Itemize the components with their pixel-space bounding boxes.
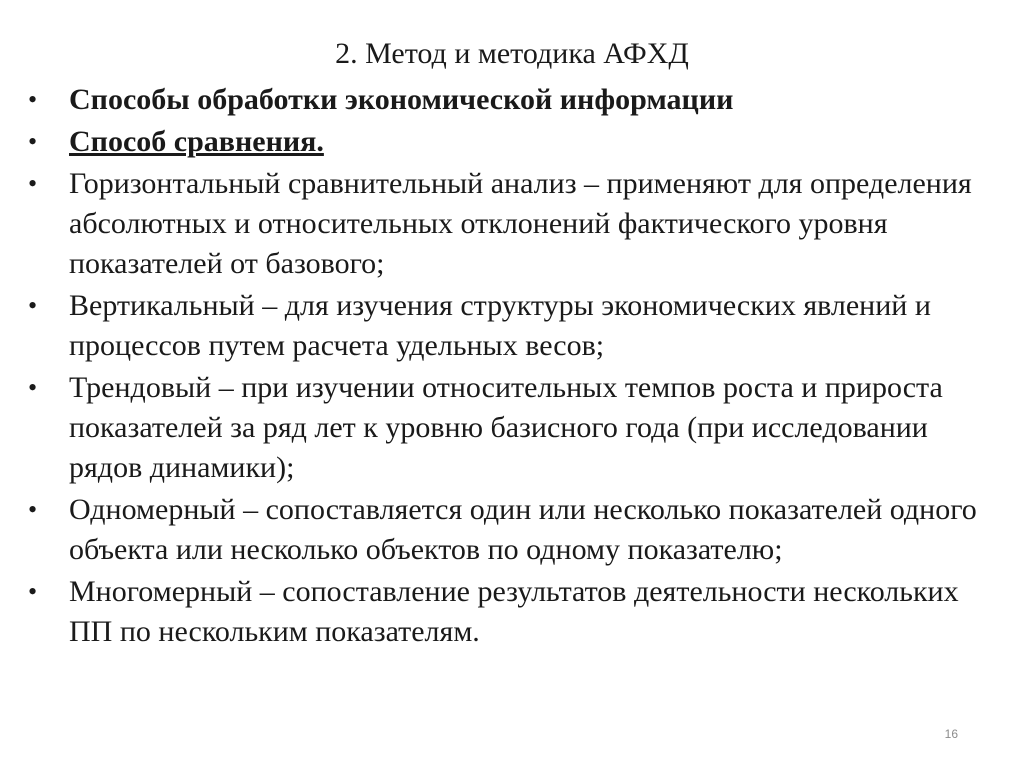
bullet-marker: •: [28, 373, 38, 402]
bullet-text: Одномерный – сопоставляется один или несколько показателей одного объекта или несколько объектов по одному показателю;: [69, 493, 977, 566]
bullet-marker: •: [28, 577, 38, 606]
bullet-item-vertical: [28, 286, 998, 366]
bullet-text: Вертикальный – для изучения структуры экономических явлений и процессов путем расчета удельных весов;: [69, 289, 931, 362]
bullet-marker: •: [28, 291, 38, 320]
bullet-item-trend: [28, 368, 998, 488]
bullet-text: Способ сравнения.: [69, 125, 324, 158]
bullet-item-methods: [28, 80, 998, 120]
bullet-marker: •: [28, 495, 38, 524]
bullet-item-multidimensional: [28, 572, 998, 652]
page-number: 16: [944, 727, 958, 741]
bullet-text: Трендовый – при изучении относительных темпов роста и прироста показателей за ряд лет к уровню базисного года (при исследовании рядов динамики);: [69, 371, 943, 484]
bullet-list: [28, 80, 998, 654]
slide-title: 2. Метод и методика АФХД: [335, 37, 689, 70]
bullet-text: Горизонтальный сравнительный анализ – применяют для определения абсолютных и относительных отклонений фактического уровня показателей от базового;: [69, 167, 972, 280]
bullet-item-comparison: [28, 122, 998, 162]
bullet-marker: •: [28, 169, 38, 198]
bullet-text: Способы обработки экономической информации: [69, 83, 734, 116]
bullet-item-horizontal: [28, 164, 998, 284]
bullet-marker: •: [28, 85, 38, 114]
bullet-item-one-dimensional: [28, 490, 998, 570]
bullet-text: Многомерный – сопоставление результатов деятельности нескольких ПП по нескольким показателям.: [69, 575, 959, 648]
bullet-marker: •: [28, 127, 38, 156]
